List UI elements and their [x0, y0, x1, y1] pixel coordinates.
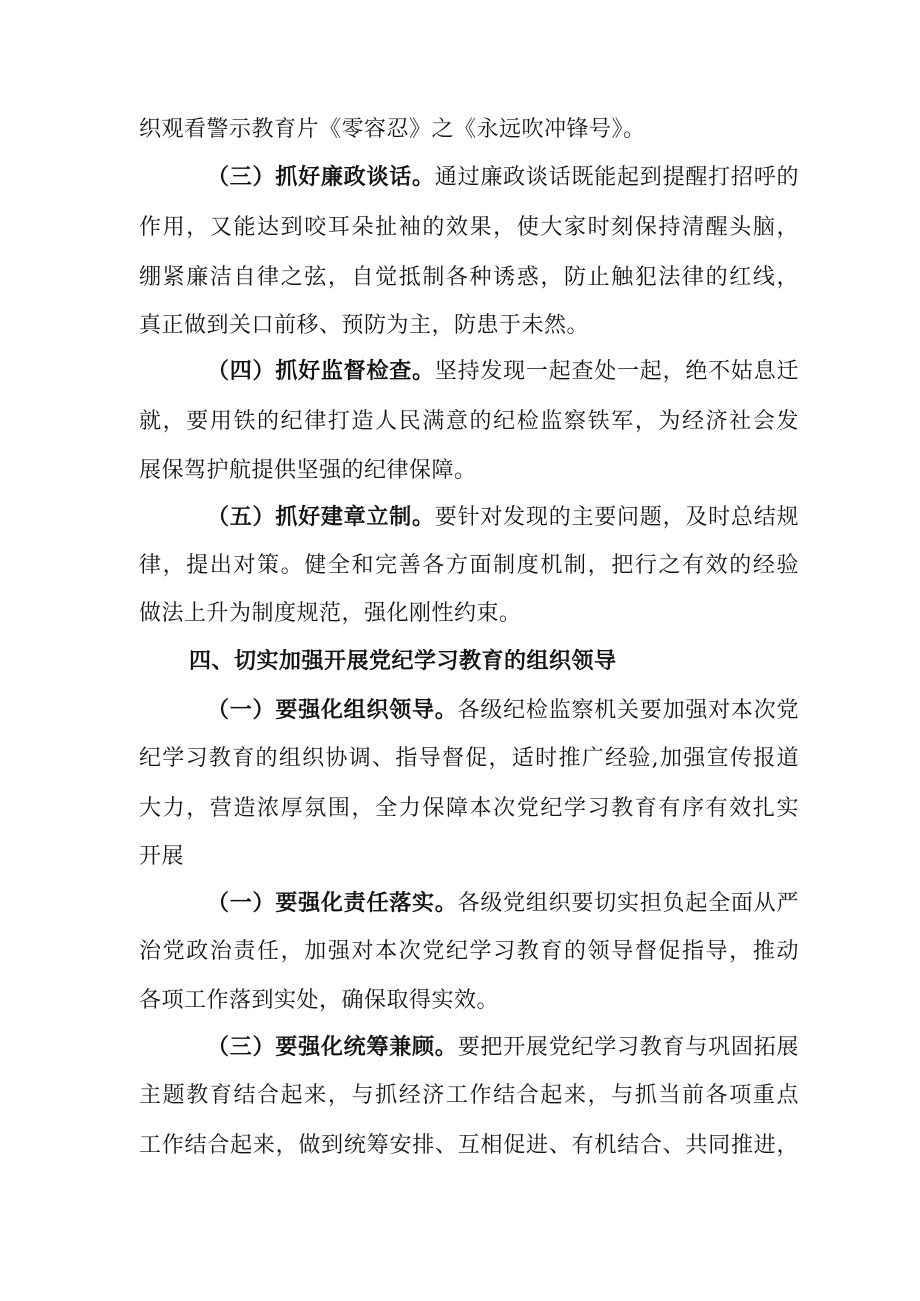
paragraph-line: [139, 116, 799, 144]
paragraph-heading: （三）要强化统筹兼顾。: [207, 1035, 458, 1060]
text-run: 坚持发现一起查处一起，绝不姑息迁: [434, 359, 799, 384]
paragraph-line: [139, 745, 799, 773]
paragraph-first-line: [207, 890, 799, 918]
paragraph-line: [139, 457, 799, 485]
text-run: 各级党组织要切实担负起全面从严: [457, 891, 799, 916]
text-run: 大力，营造浓厚氛围，全力保障本次党纪学习教育有序有效扎实: [139, 796, 799, 821]
paragraph-line: [139, 552, 799, 580]
paragraph-first-line: [207, 358, 799, 386]
section-heading: 四、切实加强开展党纪学习教育的组织领导: [189, 649, 617, 674]
text-run: 要针对发现的主要问题，及时总结规: [434, 505, 799, 530]
paragraph-heading: （一）要强化责任落实。: [207, 891, 458, 916]
paragraph-line: [139, 214, 799, 242]
text-run: 各项工作落到实处，确保取得实效。: [139, 988, 500, 1013]
paragraph-line: [139, 600, 799, 628]
paragraph-first-line: [207, 504, 799, 532]
text-run: 各级纪检监察机关要加强对本次党: [457, 698, 799, 723]
paragraph-heading: （三）抓好廉政谈话。: [207, 165, 435, 190]
text-run: 治党政治责任，加强对本次党纪学习教育的领导督促指导，推动: [139, 939, 799, 964]
paragraph-heading: （五）抓好建章立制。: [207, 505, 435, 530]
text-run: 做法上升为制度规范，强化刚性约束。: [139, 601, 522, 626]
paragraph-line: [139, 1082, 799, 1110]
text-run: 就，要用铁的纪律打造人民满意的纪检监察铁军，为经济社会发: [139, 409, 799, 434]
text-run: 织观看警示教育片《零容忍》之《永远吹冲锋号》。: [139, 117, 646, 142]
text-run: 通过廉政谈话既能起到提醒打招呼的: [434, 165, 799, 190]
paragraph-line: [139, 408, 799, 436]
paragraph-first-line: [207, 697, 799, 725]
paragraph-first-line: [207, 1034, 799, 1062]
paragraph-line: [139, 987, 799, 1015]
text-run: 纪学习教育的组织协调、指导督促，适时推广经验,加强宣传报道: [139, 746, 799, 771]
text-run: 开展: [139, 844, 185, 869]
paragraph-line: [139, 795, 799, 823]
text-run: 绷紧廉洁自律之弦，自觉抵制各种诱惑，防止触犯法律的红线，: [139, 265, 799, 290]
text-run: 工作结合起来，做到统筹安排、互相促进、有机结合、共同推进，: [139, 1133, 799, 1158]
paragraph-first-line: [207, 164, 799, 192]
text-run: 律，提出对策。健全和完善各方面制度机制，把行之有效的经验: [139, 553, 799, 578]
text-run: 真正做到关口前移、预防为主，防患于未然。: [139, 313, 590, 338]
text-run: 展保驾护航提供坚强的纪律保障。: [139, 458, 477, 483]
text-run: 主题教育结合起来，与抓经济工作结合起来，与抓当前各项重点: [139, 1083, 799, 1108]
text-run: 作用，又能达到咬耳朵扯袖的效果，使大家时刻保持清醒头脑，: [139, 215, 799, 240]
paragraph-line: [139, 938, 799, 966]
text-run: 要把开展党纪学习教育与巩固拓展: [457, 1035, 799, 1060]
paragraph-line: [139, 843, 799, 871]
paragraph-line: [139, 1132, 799, 1160]
paragraph-heading: （一）要强化组织领导。: [207, 698, 458, 723]
paragraph-line: [139, 264, 799, 292]
paragraph-line: [139, 312, 799, 340]
paragraph-heading: （四）抓好监督检查。: [207, 359, 435, 384]
